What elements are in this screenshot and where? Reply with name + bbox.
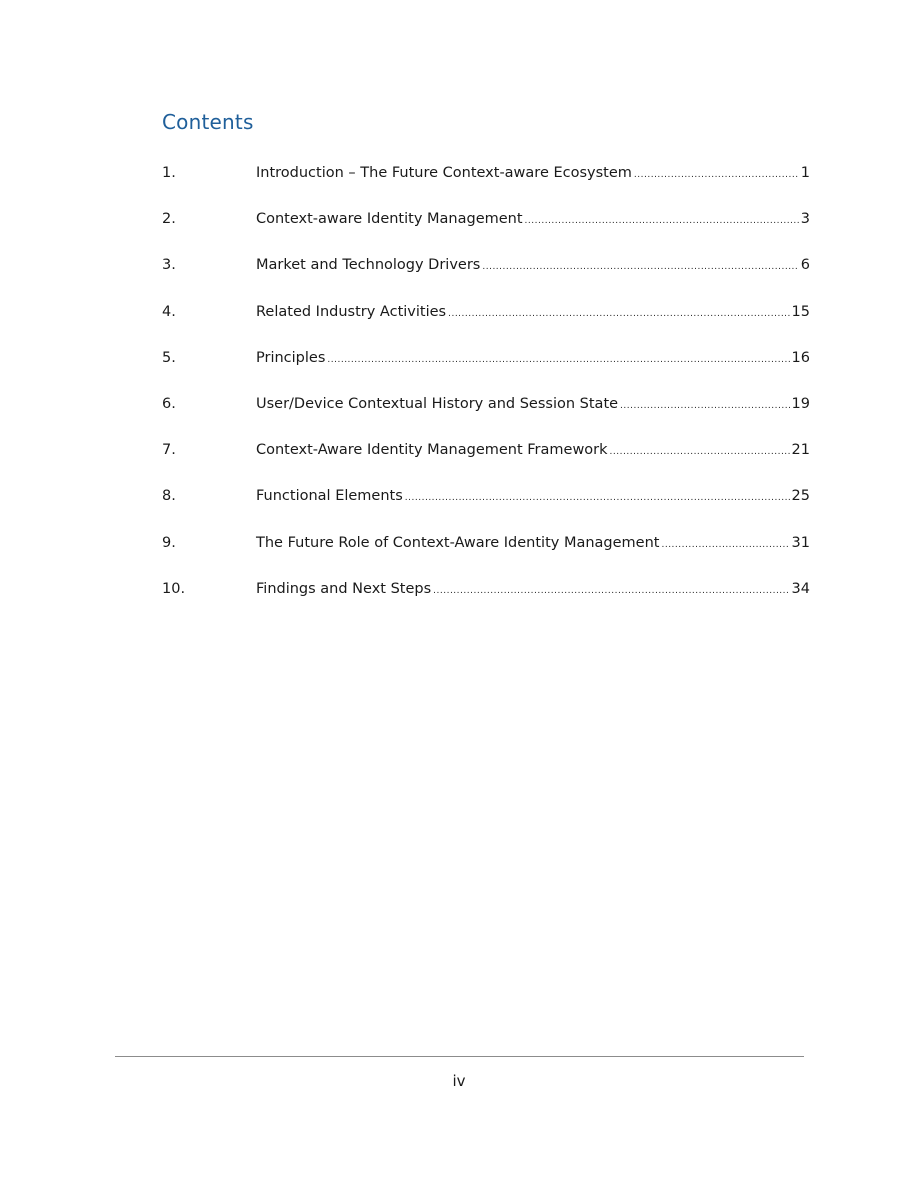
toc-dot-leader	[620, 395, 790, 417]
toc-entry-page[interactable]: 16	[791, 349, 810, 366]
toc-entry[interactable]	[162, 393, 810, 439]
table-of-contents	[162, 162, 810, 624]
toc-entry-page[interactable]: 19	[791, 395, 810, 412]
footer-divider	[115, 1056, 804, 1057]
toc-entry-number: 7.	[162, 442, 176, 459]
toc-entry-title[interactable]: Introduction – The Future Context-aware Ecosystem	[256, 165, 632, 181]
toc-entry-number: 8.	[162, 488, 176, 505]
toc-entry[interactable]	[162, 254, 810, 300]
toc-entry-page[interactable]: 31	[791, 534, 810, 551]
toc-entry[interactable]	[162, 578, 810, 624]
toc-dot-leader	[634, 164, 799, 186]
toc-entry-page[interactable]: 21	[791, 442, 810, 459]
toc-entry-page[interactable]: 15	[791, 303, 810, 320]
toc-entry-title[interactable]: The Future Role of Context-Aware Identity Management	[256, 534, 660, 551]
toc-entry-title[interactable]: Principles	[256, 349, 326, 366]
toc-dot-leader	[448, 303, 789, 325]
toc-entry-page[interactable]: 6	[800, 257, 810, 274]
toc-entry-title[interactable]: Context-Aware Identity Management Framework	[256, 442, 608, 459]
toc-entry-number: 5.	[162, 349, 176, 366]
toc-entry[interactable]	[162, 162, 810, 208]
toc-dot-leader	[525, 210, 799, 232]
toc-dot-leader	[405, 487, 790, 509]
toc-dot-leader	[610, 441, 790, 463]
toc-dot-leader	[433, 580, 789, 602]
toc-entry-title[interactable]: Market and Technology Drivers	[256, 257, 481, 274]
toc-entry[interactable]	[162, 347, 810, 393]
toc-entry-number: 9.	[162, 534, 176, 551]
toc-entry-title[interactable]: User/Device Contextual History and Session State	[256, 395, 619, 412]
toc-entry-page[interactable]: 3	[800, 211, 810, 228]
toc-entry-title[interactable]: Related Industry Activities	[256, 303, 447, 320]
toc-entry[interactable]	[162, 208, 810, 254]
toc-entry-title[interactable]: Functional Elements	[256, 488, 403, 505]
toc-entry-number: 2.	[162, 211, 176, 228]
toc-entry-title[interactable]: Findings and Next Steps	[256, 580, 432, 597]
toc-entry-page[interactable]: 34	[791, 580, 810, 597]
toc-entry-number: 1.	[162, 165, 176, 181]
toc-entry[interactable]	[162, 485, 810, 531]
toc-entry-page[interactable]: 1	[800, 165, 810, 181]
toc-dot-leader	[482, 256, 798, 278]
toc-entry-number: 4.	[162, 303, 176, 320]
contents-heading: Contents	[162, 110, 254, 134]
toc-entry[interactable]	[162, 532, 810, 578]
toc-entry-page[interactable]: 25	[791, 488, 810, 505]
toc-dot-leader	[661, 534, 789, 556]
page-number: iv	[452, 1072, 466, 1090]
toc-entry-number: 6.	[162, 395, 176, 412]
toc-dot-leader	[327, 349, 789, 371]
toc-entry-title[interactable]: Context-aware Identity Management	[256, 211, 523, 228]
toc-entry-number: 3.	[162, 257, 176, 274]
toc-entry[interactable]	[162, 439, 810, 485]
toc-entry[interactable]	[162, 301, 810, 347]
toc-entry-number: 10.	[162, 580, 186, 597]
